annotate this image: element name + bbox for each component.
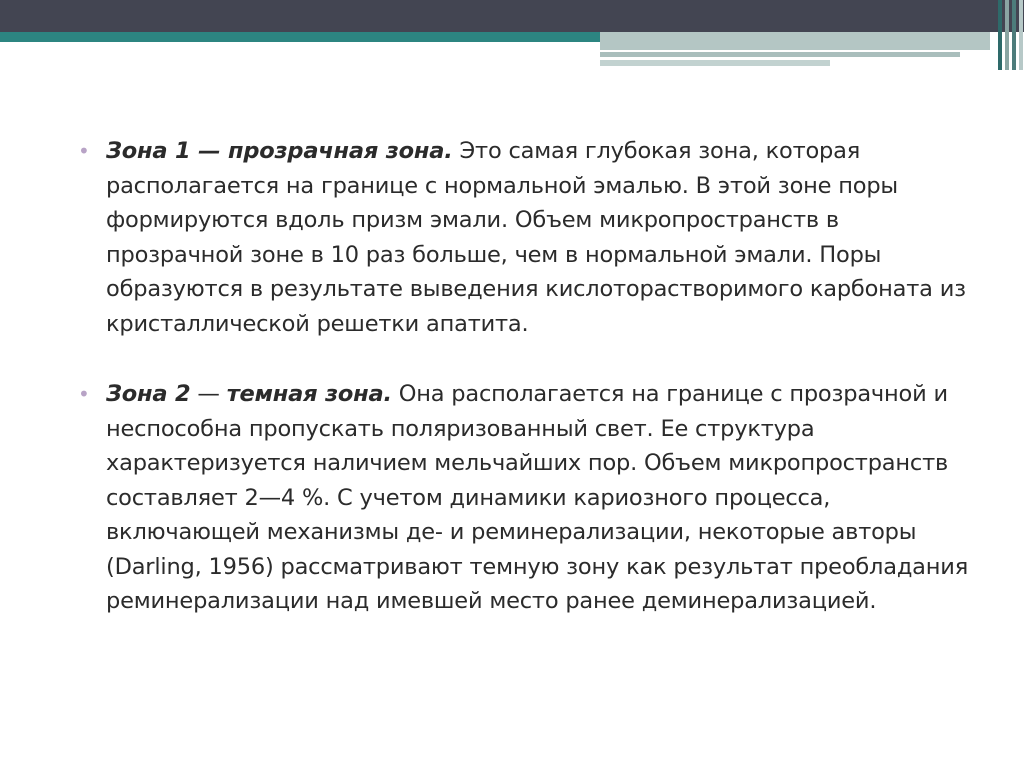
accent-stripe-thin [600,52,960,57]
zone-2-description: Она располагается на границе с прозрачной и неспособна пропускать поляризованный свет. Ее структура характеризуется наличием мельчайших пор. Объем микропространств составляет 2—4 %. С учетом динамики кариозного процесса, включающей механизмы де- и реминерализации, некоторые авторы (Darling, 1956) рассматривают темную зону как результат преобладания реминерализации над имевшей место ранее деминерализацией. [106,381,969,614]
zone-1-description: Это самая глубокая зона, которая располагается на границе с нормальной эмалью. В этой зоне поры формируются вдоль призм эмали. Объем микропространств в прозрачной зоне в 10 раз больше, чем в нормальной эмали. Поры образуются в результате выведения кислоторастворимого карбоната из кристаллической решетки апатита. [106,138,966,337]
edge-decoration [998,0,1024,70]
accent-stripe-teal [0,32,600,42]
bullet-zone-1 [78,134,978,341]
bullet-zone-2 [78,377,978,619]
bullet-icon: • [78,382,90,406]
zone-2-term-name: темная зона. [226,381,392,407]
accent-stripe-light [600,32,990,50]
slide-content [78,134,978,655]
zone-2-term: Зона 2 [106,381,191,407]
header-band [0,0,1024,32]
accent-stripe-short [600,60,830,66]
zone-1-term: Зона 1 — прозрачная зона. [106,138,453,164]
bullet-icon: • [78,139,90,163]
zone-2-dash: — [190,381,227,407]
